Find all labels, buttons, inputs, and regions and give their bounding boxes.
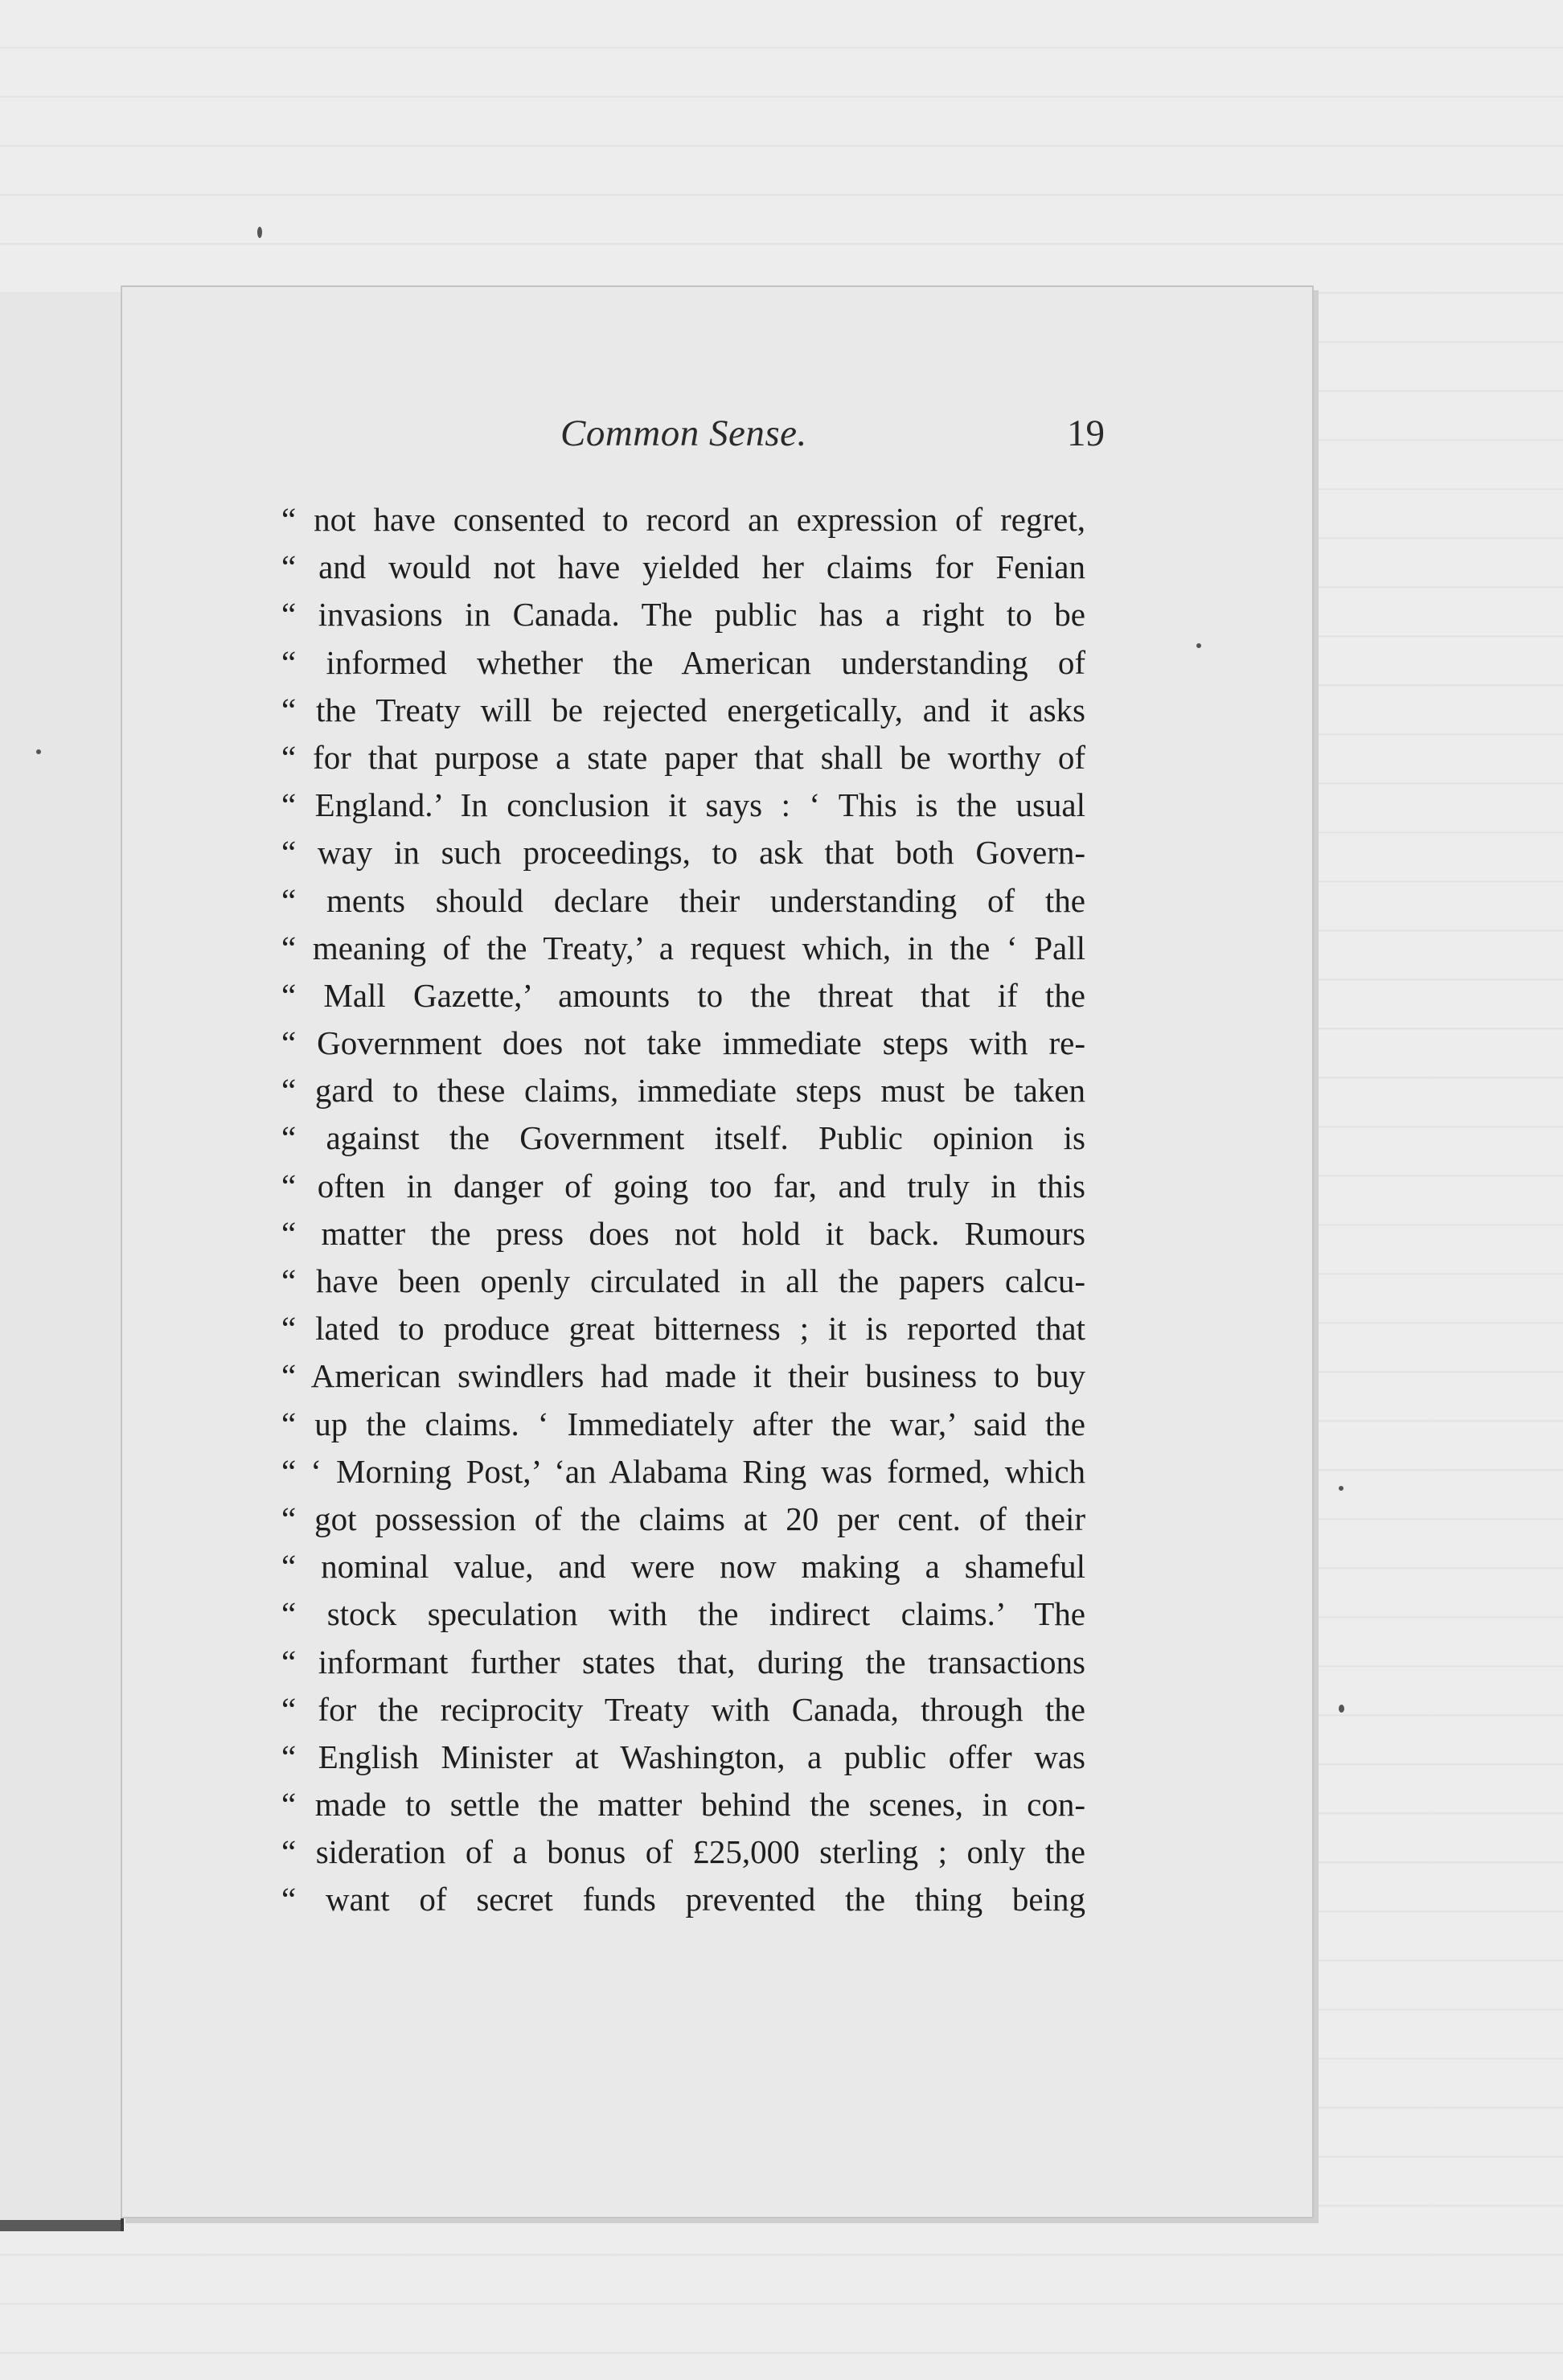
text-line: “ invasions in Canada. The public has a right to be (281, 596, 1085, 634)
text-line: “ for that purpose a state paper that shall be worthy of (281, 738, 1085, 776)
text-line: “ Government does not take immediate steps with re- (281, 1024, 1085, 1062)
text-line: “ made to settle the matter behind the scenes, in con- (281, 1786, 1085, 1824)
text-line: “ often in danger of going too far, and truly in this (281, 1167, 1085, 1204)
text-line: “ ‘ Morning Post,’ ‘an Alabama Ring was formed, which (281, 1452, 1085, 1490)
text-line: “ for the reciprocity Treaty with Canada, through the (281, 1690, 1085, 1728)
dust-speck (36, 749, 41, 754)
dust-speck (257, 227, 262, 238)
page-header (122, 412, 1312, 460)
text-line: “ up the claims. ‘ Immediately after the war,’ said the (281, 1405, 1085, 1442)
dust-speck (1339, 1705, 1344, 1713)
text-line: “ the Treaty will be rejected energetically, and it asks (281, 691, 1085, 728)
text-line: “ American swindlers had made it their business to buy (281, 1357, 1085, 1395)
text-line: “ not have consented to record an expression of regret, (281, 501, 1085, 538)
text-line: “ stock speculation with the indirect claims.’ The (281, 1595, 1085, 1633)
page-number: 19 (1067, 412, 1105, 454)
text-line: “ got possession of the claims at 20 per cent. of their (281, 1500, 1085, 1537)
text-line: “ matter the press does not hold it back. Rumours (281, 1214, 1085, 1252)
text-line: “ informant further states that, during the transactions (281, 1643, 1085, 1680)
text-line: “ English Minister at Washington, a public offer was (281, 1738, 1085, 1775)
body-text (281, 496, 1085, 1924)
running-title: Common Sense. (560, 412, 807, 454)
text-line: “ and would not have yielded her claims for Fenian (281, 548, 1085, 586)
text-line: “ nominal value, and were now making a shameful (281, 1548, 1085, 1586)
text-line: “ England.’ In conclusion it says : ‘ This is the usual (281, 786, 1085, 824)
text-line: “ have been openly circulated in all the papers calcu- (281, 1262, 1085, 1299)
text-line: “ informed whether the American understanding of (281, 643, 1085, 681)
dust-speck (1339, 1486, 1344, 1491)
text-line: “ meaning of the Treaty,’ a request which, in the ‘ Pall (281, 929, 1085, 966)
text-line: “ way in such proceedings, to ask that both Govern- (281, 834, 1085, 872)
text-line: “ want of secret funds prevented the thing being (281, 1881, 1085, 1918)
text-line: “ against the Government itself. Public opinion is (281, 1119, 1085, 1157)
text-line: “ sideration of a bonus of £25,000 sterling ; only the (281, 1833, 1085, 1871)
dust-speck (1196, 643, 1201, 648)
text-line: “ ments should declare their understanding of the (281, 881, 1085, 919)
facing-page-edge (0, 293, 124, 2231)
text-line: “ Mall Gazette,’ amounts to the threat that if the (281, 976, 1085, 1014)
text-line: “ lated to produce great bitterness ; it is reported that (281, 1310, 1085, 1348)
text-line: “ gard to these claims, immediate steps must be taken (281, 1072, 1085, 1110)
book-page (121, 285, 1314, 2218)
